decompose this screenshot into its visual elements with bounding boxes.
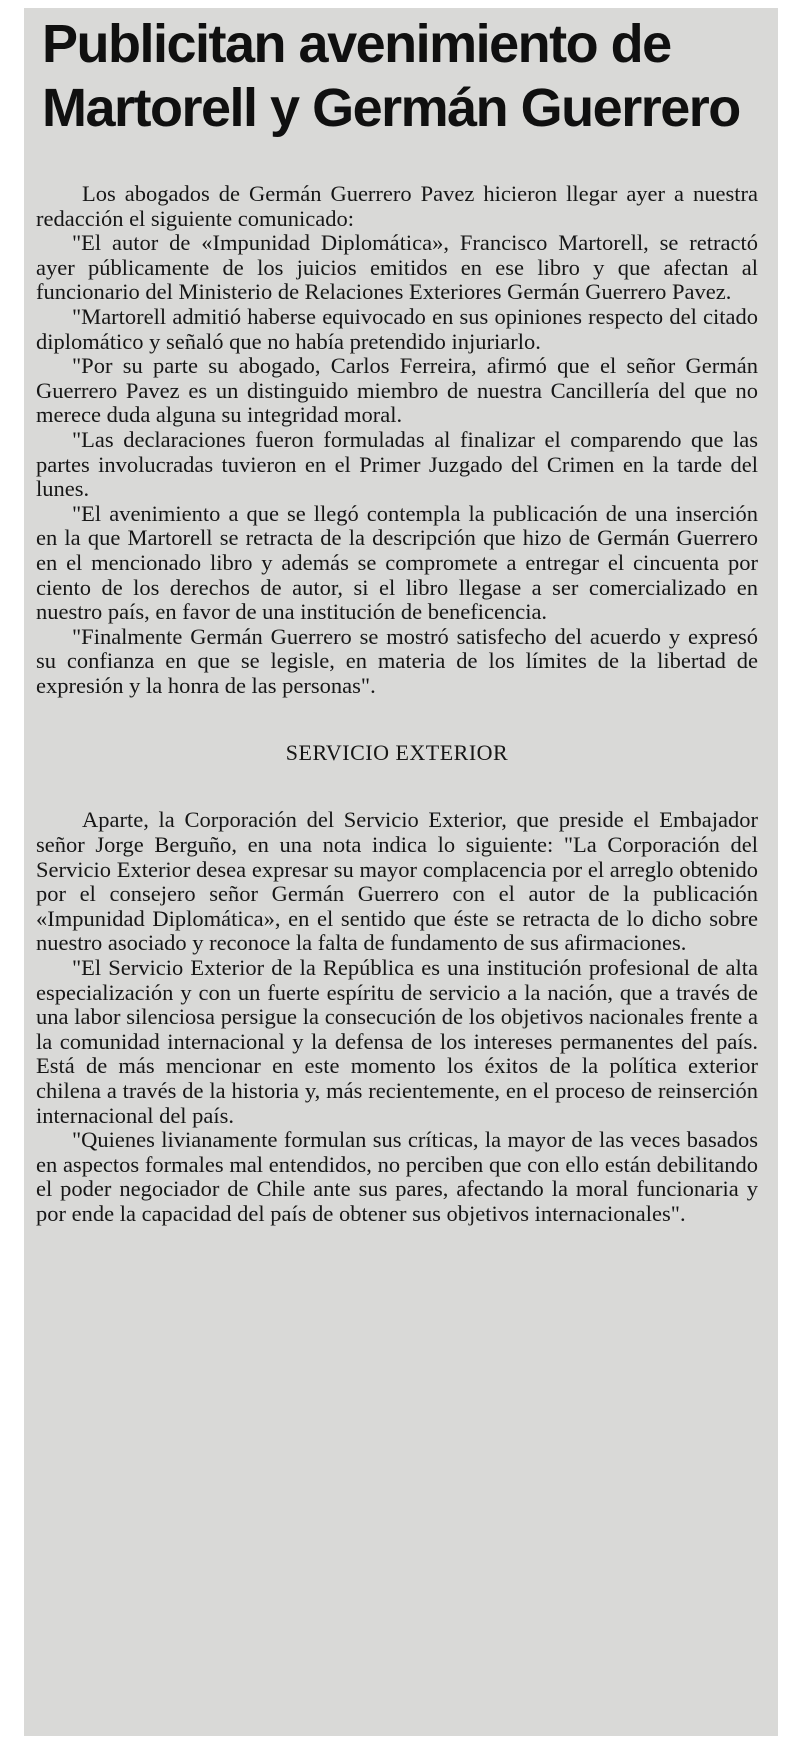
article-paragraph: "Finalmente Germán Guerrero se mostró satisfecho del acuerdo y expresó su confianza en que se legisle, en materia de los límites de la libertad de expresión y la honra de las personas". xyxy=(36,623,758,698)
article-paragraph: Aparte, la Corporación del Servicio Exterior, que preside el Embajador señor Jorge Berguño, en una nota indica lo siguiente: "La Corporación del Servicio Exterior desea expresar su mayor complacencia por el arreglo obtenido por el consejero señor Germán Guerrero con el autor de la publicación «Impunidad Diplomática», en el sentido que éste se retracta de lo dicho sobre nuestro asociado y reconoce la falta de fundamento de sus afirmaciones. xyxy=(36,807,758,956)
headline-line-2: Martorell y Germán Guerrero xyxy=(42,78,740,138)
article-paragraph: "Quienes livianamente formulan sus críticas, la mayor de las veces basados en aspectos formales mal entendidos, no perciben que con ello están debilitando el poder negociador de Chile ante sus pares, afectando la moral funcionaria y por ende la capacidad del país de obtener sus objetivos internacionales". xyxy=(36,1127,758,1226)
article-paragraph: "El avenimiento a que se llegó contempla la publicación de una inserción en la que Martorell se retracta de la descripción que hizo de Germán Guerrero en el mencionado libro y además se compromete a entregar el cincuenta por ciento de los derechos de autor, si el libro llegase a ser comercializado en nuestro país, en favor de una institución de beneficencia. xyxy=(36,500,758,625)
section-subhead: SERVICIO EXTERIOR xyxy=(285,740,509,766)
article-paragraph: "El autor de «Impunidad Diplomática», Francisco Martorell, se retractó ayer públicamente de los juicios emitidos en ese libro y que afectan al funcionario del Ministerio de Relaciones Exteriores Germán Guerrero Pavez. xyxy=(36,230,758,305)
headline-line-1: Publicitan avenimiento de xyxy=(42,14,671,74)
newspaper-clipping xyxy=(24,8,778,1736)
article-body-section-1 xyxy=(36,182,758,698)
article-paragraph: "Por su parte su abogado, Carlos Ferreira, afirmó que el señor Germán Guerrero Pavez es un distinguido miembro de nuestra Cancillería del que no merece duda alguna su integridad moral. xyxy=(36,353,758,428)
article-body-section-2 xyxy=(36,808,758,1226)
article-paragraph: Los abogados de Germán Guerrero Pavez hicieron llegar ayer a nuestra redacción el siguiente comunicado: xyxy=(36,181,758,231)
article-paragraph: "El Servicio Exterior de la República es una institución profesional de alta especialización y con un fuerte espíritu de servicio a la nación, que a través de una labor silenciosa persigue la consecución de los objetivos nacionales frente a la comunidad internacional y la defensa de los intereses permanentes del país. Está de más mencionar en este momento los éxitos de la política exterior chilena a través de la historia y, más recientemente, en el proceso de reinserción internacional del país. xyxy=(36,955,758,1128)
article-paragraph: "Las declaraciones fueron formuladas al finalizar el comparendo que las partes involucradas tuvieron en el Primer Juzgado del Crimen en la tarde del lunes. xyxy=(36,426,758,502)
headline xyxy=(42,12,758,140)
article-paragraph: "Martorell admitió haberse equivocado en sus opiniones respecto del citado diplomático y señaló que no había pretendido injuriarlo. xyxy=(36,303,758,354)
